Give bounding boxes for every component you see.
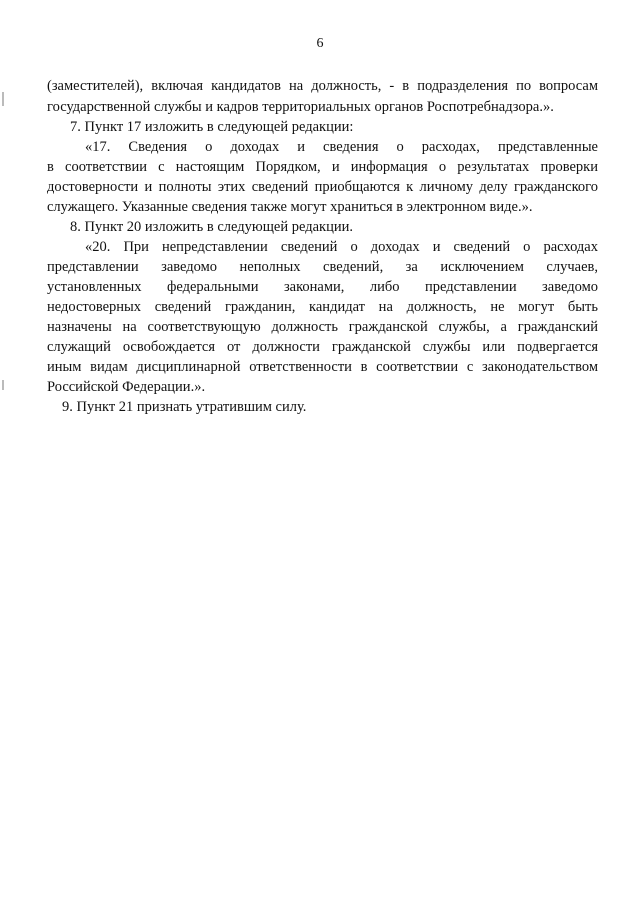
text-line: недостоверных сведений гражданин, кандидат на должность, не могут быть: [47, 299, 598, 315]
text-line: назначены на соответствующую должность гражданской службы, а гражданский: [47, 319, 598, 335]
text-line: 8. Пункт 20 изложить в следующей редакции.: [70, 219, 353, 235]
text-line: 7. Пункт 17 изложить в следующей редакции:: [70, 119, 354, 135]
text-line: служащего. Указанные сведения также могут храниться в электронном виде.».: [47, 199, 533, 215]
text-line: иным видам дисциплинарной ответственности в соответствии с законодательством: [47, 359, 598, 375]
text-line: в соответствии с настоящим Порядком, и информация о результатах проверки: [47, 159, 598, 175]
text-line: установленных федеральными законами, либо представлении заведомо: [47, 279, 598, 295]
text-line: 9. Пункт 21 признать утратившим силу.: [62, 399, 307, 415]
text-line: государственной службы и кадров территориальных органов Роспотребнадзора.».: [47, 99, 554, 115]
scan-margin-mark: [2, 92, 4, 106]
text-line: «17. Сведения о доходах и сведения о расходах, представленные: [85, 139, 598, 155]
text-line: «20. При непредставлении сведений о доходах и сведений о расходах: [85, 239, 598, 255]
text-line: (заместителей), включая кандидатов на должность, - в подразделения по вопросам: [47, 78, 598, 94]
scan-margin-mark: [2, 380, 4, 390]
text-line: служащий освобождается от должности гражданской службы или подвергается: [47, 339, 598, 355]
text-line: Российской Федерации.».: [47, 379, 206, 395]
page-number: 6: [316, 36, 324, 51]
text-line: представлении заведомо неполных сведений, за исключением случаев,: [47, 259, 598, 275]
text-line: достоверности и полноты этих сведений приобщаются к личному делу гражданского: [47, 179, 598, 195]
